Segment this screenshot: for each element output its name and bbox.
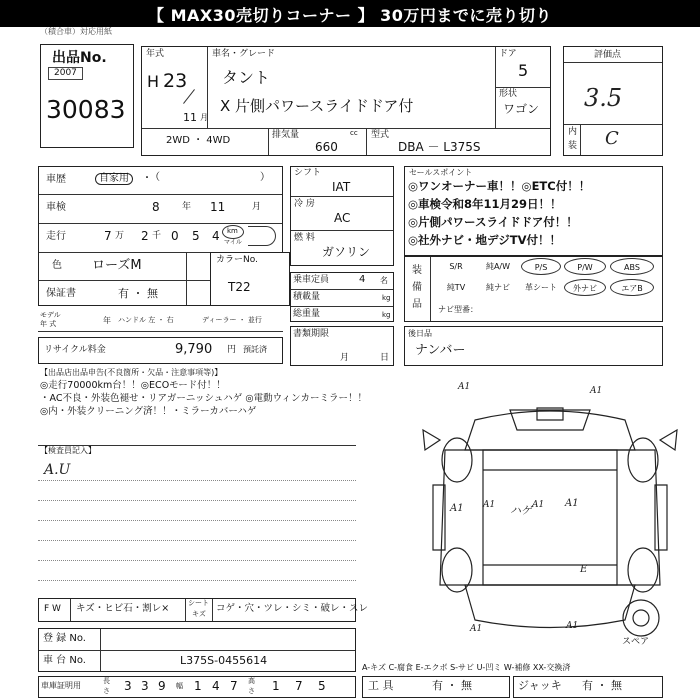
shape-value: ワゴン xyxy=(503,102,540,116)
docs-unit-2: 日 xyxy=(380,353,390,363)
equip-airbag: エアB xyxy=(610,279,654,296)
doors-label: ドア xyxy=(499,49,517,59)
inspection-month: 11 xyxy=(210,200,226,214)
mark-front-right: A1 xyxy=(590,386,603,396)
color-no-label: カラーNo. xyxy=(216,255,258,265)
lot-number: 30083 xyxy=(46,95,126,124)
mileage-unit-mile: マイル xyxy=(224,239,242,246)
sales-points-label: セールスポイント xyxy=(409,168,473,177)
model-year-label-2: 年 式 xyxy=(40,320,57,328)
banner-text: 【 MAX30売切りコーナー 】 30万円までに売り切り xyxy=(148,6,552,25)
garage-label-height: 高 xyxy=(248,677,255,685)
garage-label-height-2: さ xyxy=(248,687,255,695)
mileage-label: 走行 xyxy=(46,231,66,242)
era-month: 11 xyxy=(183,111,197,124)
garage-d4: 1 xyxy=(194,679,202,693)
equip-ps: P/S xyxy=(521,258,561,275)
dealer-text: ディーラー ・ 並行 xyxy=(202,316,262,324)
spare-label: スペア xyxy=(622,637,650,647)
fw-label: F W xyxy=(44,604,61,614)
mark-right-side: A1 xyxy=(565,498,579,509)
garage-label-length-2: さ xyxy=(103,687,110,695)
mark-front-left: A1 xyxy=(458,382,471,392)
history-label: 車歴 xyxy=(46,174,66,185)
lot-label: 出品No. xyxy=(52,50,107,66)
fuel-value: ガソリン xyxy=(322,245,371,259)
shape-label: 形状 xyxy=(499,89,518,99)
model-grade: X 片側パワースライドドア付 xyxy=(220,97,414,115)
store-note-2: ・AC不良・外装色褪せ・リアガーニッシュハゲ ◎電動ウィンカーミラー！！ xyxy=(40,393,368,404)
mileage-u1: 万 xyxy=(115,231,125,241)
history-paren-close: ） xyxy=(260,172,270,183)
lot-year-stamp: 2007 xyxy=(48,67,83,80)
mileage-bracket xyxy=(248,226,276,246)
garage-label-width: 幅 xyxy=(176,682,183,690)
era-year: 23 xyxy=(163,70,188,92)
chassis-value: L375S-0455614 xyxy=(180,654,268,667)
type-label: 型式 xyxy=(371,130,390,140)
mark-right-door: A1 xyxy=(532,500,545,510)
history-paren-open: （ xyxy=(150,172,160,183)
docs-label: 書類期限 xyxy=(293,329,330,339)
handle-text: ハンドル 左 ・ 右 xyxy=(118,316,174,324)
shift-value: IAT xyxy=(332,180,351,194)
score-label: 評価点 xyxy=(594,50,622,60)
drive-type: 2WD ・ 4WD xyxy=(166,135,231,146)
recycle-unit: 円 xyxy=(227,345,237,355)
mileage-u2: 千 xyxy=(152,231,162,241)
mark-rear-left: A1 xyxy=(470,624,483,634)
mark-left-door: A1 xyxy=(483,500,496,510)
model-label: 車名・グレード xyxy=(212,49,276,59)
equip-sr: S/R xyxy=(449,262,463,271)
jack-label: ジャッキ xyxy=(518,679,562,692)
era-label: 年式 xyxy=(146,49,165,59)
mark-rear-quarter: E xyxy=(580,564,588,575)
garage-d8: 7 xyxy=(295,679,303,693)
history-private: 自家用 xyxy=(95,173,133,185)
car-diagram xyxy=(405,380,695,650)
chassis-label: 車 台 No. xyxy=(43,655,86,666)
doors-value: 5 xyxy=(518,61,529,80)
gross-unit: kg xyxy=(382,311,391,319)
capacity-value: 4 xyxy=(359,274,366,285)
model-name: タント xyxy=(222,68,271,87)
garage-label: 車庫証明用 xyxy=(41,681,81,690)
aftermarket-value: ナンバー xyxy=(415,343,466,358)
color-value: ローズM xyxy=(92,258,142,273)
inspection-label: 車検 xyxy=(46,202,66,213)
mark-rear-right: A1 xyxy=(566,621,579,631)
equip-aftermarket-navi: 外ナビ xyxy=(564,279,606,296)
equipment-label-3: 品 xyxy=(412,299,422,310)
mileage-d3: 0 xyxy=(171,229,179,243)
mileage-d2: 2 xyxy=(141,229,149,243)
displacement-value: 660 xyxy=(315,140,338,154)
mileage-d1: 7 xyxy=(104,229,112,243)
navi-model-label: ナビ型番： xyxy=(438,305,478,314)
equip-leather: 革シート xyxy=(525,283,557,292)
store-notes-label: 【出品店出品申告(不良箇所・欠品・注意事項等)】 xyxy=(40,368,223,377)
displacement-label: 排気量 xyxy=(272,130,300,140)
mark-roof: ハゲ xyxy=(510,504,532,517)
garage-d2: 3 xyxy=(141,679,149,693)
sales-point-3: ◎片側パワースライドドア付！！ xyxy=(408,215,578,229)
damage-legend: A-キズ C-腐食 E-エクボ S-サビ U-凹ミ W-補修 XX-交換済 xyxy=(362,663,571,672)
history-sep: ・ xyxy=(142,173,152,184)
load-unit: kg xyxy=(382,294,391,302)
inspector-label: 【検査員記入】 xyxy=(40,446,96,455)
inspection-year: 8 xyxy=(152,200,160,214)
equip-navi: 純ナビ xyxy=(486,283,510,292)
type-value: DBA － L375S xyxy=(398,140,481,154)
garage-label-length: 長 xyxy=(103,677,110,685)
recycle-note: 預託済 xyxy=(243,345,267,354)
color-label: 色 xyxy=(52,260,62,271)
sales-point-1: ◎ワンオーナー車！！◎ETC付！！ xyxy=(408,179,591,193)
garage-d3: 9 xyxy=(158,679,166,693)
capacity-unit: 名 xyxy=(380,276,388,285)
era-prefix: H xyxy=(147,72,160,91)
sales-point-4: ◎社外ナビ・地デジTV付！！ xyxy=(408,233,562,247)
sheet-label-1: シート xyxy=(188,599,209,607)
warranty-value: 有 ・ 無 xyxy=(118,287,158,300)
docs-unit: 月 xyxy=(340,353,350,363)
era-month-suffix: 月 xyxy=(200,113,208,122)
shift-label: シフト xyxy=(294,168,322,178)
score-value: 3.5 xyxy=(584,84,623,112)
interior-label-2: 装 xyxy=(568,141,578,151)
equip-alloy: 純A/W xyxy=(485,262,511,271)
tools-value: 有 ・ 無 xyxy=(432,679,472,692)
garage-d7: 1 xyxy=(272,679,280,693)
sheet-label-2: キズ xyxy=(192,610,206,618)
inspector-note: A.U xyxy=(44,462,71,478)
model-year-label-1: モデル xyxy=(40,311,61,319)
equipment-label-1: 装 xyxy=(412,265,422,276)
displacement-unit: cc xyxy=(350,129,358,137)
garage-d9: 5 xyxy=(318,679,326,693)
gross-label: 総重量 xyxy=(293,309,321,319)
fuel-label: 燃 料 xyxy=(294,233,315,243)
equip-pw: P/W xyxy=(564,258,606,275)
ac-label: 冷 房 xyxy=(294,199,315,209)
garage-d1: 3 xyxy=(124,679,132,693)
sheet-codes: コゲ・穴・ツレ・シミ・破レ・スレ xyxy=(216,603,369,614)
garage-d5: 4 xyxy=(212,679,220,693)
interior-value: C xyxy=(605,128,619,149)
mileage-d4: 5 xyxy=(192,229,200,243)
recycle-label: リサイクル料金 xyxy=(44,345,106,355)
load-label: 積載量 xyxy=(293,292,321,302)
tools-label: 工 具 xyxy=(368,679,394,692)
fw-codes: キズ・ヒビ石・割レ× xyxy=(76,603,170,614)
jack-value: 有 ・ 無 xyxy=(582,679,622,692)
store-note-1: ◎走行70000km台！！◎ECOモード付！！ xyxy=(40,380,226,391)
inspection-month-unit: 月 xyxy=(252,202,262,212)
mark-left-side: A1 xyxy=(450,503,464,514)
mileage-unit-km: km xyxy=(227,227,238,235)
reg-label: 登 録 No. xyxy=(43,633,86,644)
capacity-label: 乗車定員 xyxy=(293,275,330,285)
garage-d6: 7 xyxy=(230,679,238,693)
sales-point-2: ◎車検令和8年11月29日！！ xyxy=(408,197,562,211)
interior-label-1: 内 xyxy=(568,127,578,137)
mileage-d5: 4 xyxy=(212,229,220,243)
equipment-label-2: 備 xyxy=(412,282,422,293)
ac-value: AC xyxy=(334,211,351,225)
warranty-label: 保証書 xyxy=(46,288,76,299)
equip-abs: ABS xyxy=(610,258,654,275)
color-no-value: T22 xyxy=(228,280,251,294)
inspection-year-unit: 年 xyxy=(182,202,192,212)
recycle-value: 9,790 xyxy=(175,342,213,357)
equip-tv: 純TV xyxy=(446,283,466,292)
corner-note: （積合車）対応用紙 xyxy=(40,27,112,36)
model-year-unit: 年 xyxy=(103,316,111,325)
store-note-3: ◎内・外装クリーニング済！！・ミラーカバーハゲ xyxy=(40,406,257,417)
aftermarket-label: 後日品 xyxy=(408,329,432,338)
